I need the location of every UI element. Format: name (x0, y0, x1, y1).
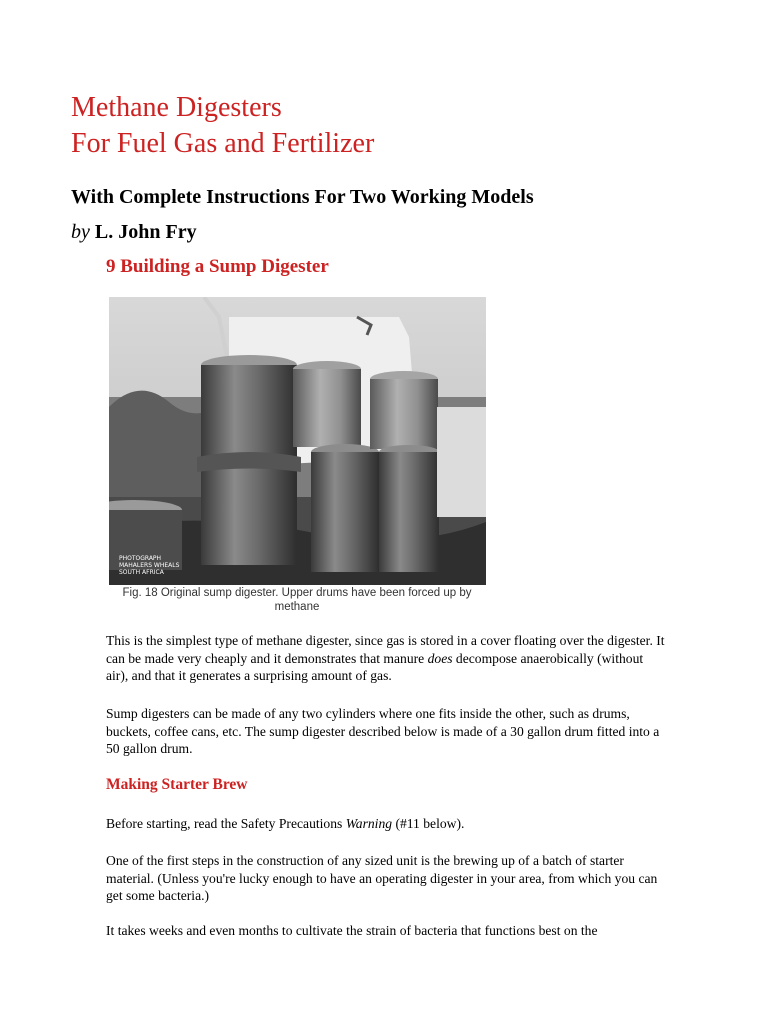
title-line-1: Methane Digesters (71, 92, 282, 123)
section-heading-starter-brew: Making Starter Brew (106, 776, 248, 793)
photo-stamp-line-1: PHOTOGRAPH (119, 555, 162, 562)
photo-stamp-line-2: MAHALERS WHEALS (119, 562, 180, 569)
paragraph-safety (106, 815, 666, 833)
byline (71, 218, 197, 246)
author-name: L. John Fry (94, 221, 197, 243)
p3-text-a: Before starting, read the Safety Precautions (106, 816, 346, 831)
title-line-2: For Fuel Gas and Fertilizer (71, 128, 375, 159)
p1-emphasis: does (427, 650, 453, 666)
p1-text-b: decompose anaerobically (without air), and that it generates a surprising amount of gas. (106, 650, 644, 683)
subtitle: With Complete Instructions For Two Working Models (71, 186, 534, 208)
by-word: by (71, 221, 90, 243)
chapter-heading: 9 Building a Sump Digester (106, 256, 329, 277)
page-title (71, 90, 374, 162)
photo-stamp-line-3: SOUTH AFRICA (119, 569, 164, 576)
p3-emphasis: Warning (345, 816, 393, 831)
p3-text-b: (#11 below). (392, 816, 465, 831)
paragraph-bacteria: It takes weeks and even months to cultivate the strain of bacteria that functions best on the (106, 923, 598, 938)
paragraph-cylinders: Sump digesters can be made of any two cylinders where one fits inside the other, such as drums, buckets, coffee cans, etc. The sump digester described below is made of a 30 gallon drum fitted into a 50 gallon drum. (106, 706, 660, 756)
p1-text-a: This is the simplest type of methane digester, since gas is stored in a cover floating over the digester. It can be made very cheaply and it demonstrates that manure (106, 633, 665, 666)
sump-digester-photo (109, 297, 486, 585)
figure-caption: Fig. 18 Original sump digester. Upper drums have been forced up by methane (122, 587, 472, 613)
paragraph-starter: One of the first steps in the construction of any sized unit is the brewing up of a batch of starter material. (Unless you're lucky enough to have an operating digester in your area, from which you can get some bacteria.) (106, 853, 658, 903)
paragraph-intro (106, 632, 666, 685)
